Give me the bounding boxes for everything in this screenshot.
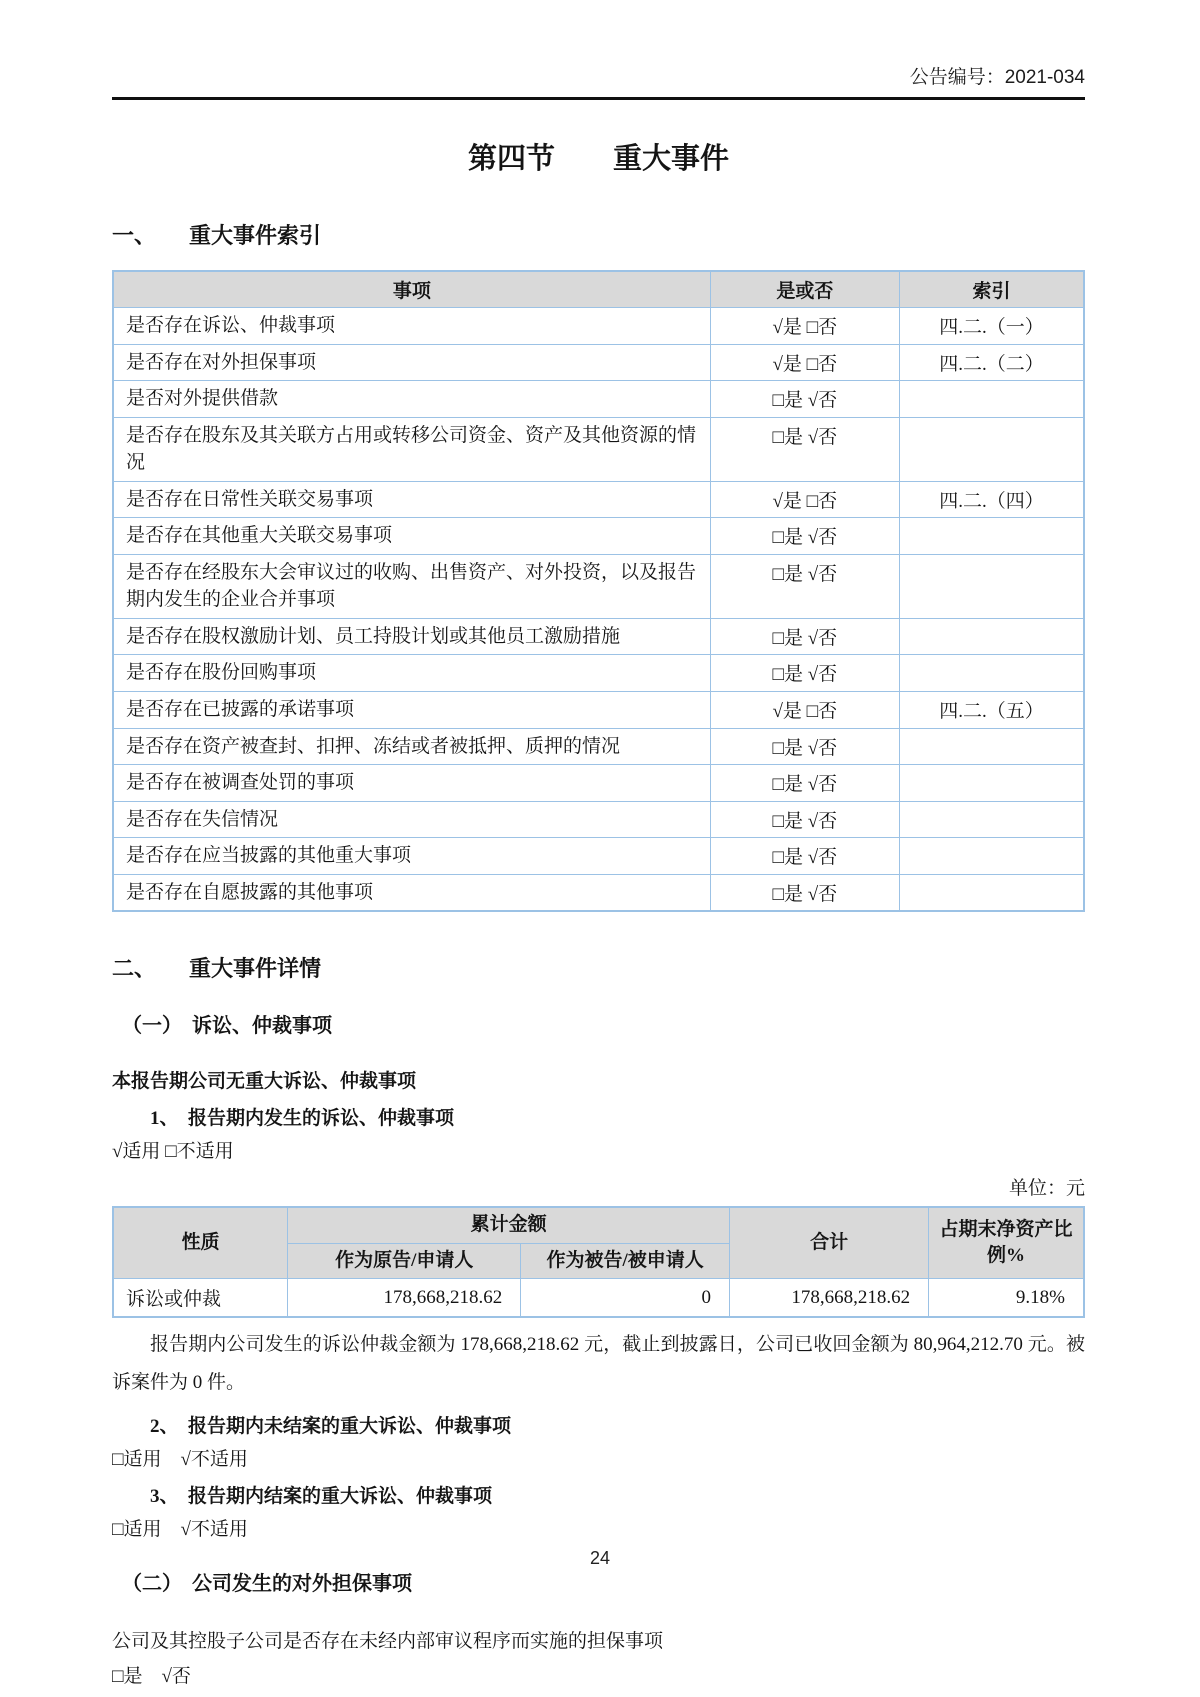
header-total: 合计 — [730, 1207, 929, 1279]
row-item: 是否存在对外担保事项 — [113, 344, 710, 381]
table-row — [113, 838, 1084, 875]
item1-applicable-line: √适用 □不适用 — [112, 1141, 234, 1163]
row-yes-no: □是 √否 — [710, 655, 899, 692]
row-item: 是否存在已披露的承诺事项 — [113, 692, 710, 729]
item2-heading: 2、 报告期内未结案的重大诉讼、仲裁事项 — [150, 1415, 512, 1437]
row-index-ref — [900, 655, 1085, 692]
table-row — [113, 618, 1084, 655]
row-yes-no: □是 √否 — [710, 518, 899, 555]
table-row — [113, 554, 1084, 618]
header-rule — [112, 97, 1085, 100]
row-yes-no: □是 √否 — [710, 874, 899, 911]
row-yes-no: √是 □否 — [710, 692, 899, 729]
row-yes-no: □是 √否 — [710, 801, 899, 838]
row-item: 是否存在自愿披露的其他事项 — [113, 874, 710, 911]
row-item: 是否存在诉讼、仲裁事项 — [113, 308, 710, 345]
table-row — [113, 481, 1084, 518]
column-header-index: 索引 — [900, 271, 1085, 308]
row-yes-no: √是 □否 — [710, 344, 899, 381]
row-yes-no: □是 √否 — [710, 618, 899, 655]
table-row — [113, 381, 1084, 418]
section-heading-index: 一、 重大事件索引 — [112, 223, 322, 248]
major-events-index-table — [112, 270, 1085, 912]
cell-defendant-amount: 0 — [521, 1279, 730, 1318]
column-header-item: 事项 — [113, 271, 710, 308]
row-item: 是否存在其他重大关联交易事项 — [113, 518, 710, 555]
table-row — [113, 344, 1084, 381]
litigation-summary-paragraph: 报告期内公司发生的诉讼仲裁金额为 178,668,218.62 元，截止到披露日，公司已收回金额为 80,964,212.70 元。被诉案件为 0 件。 — [112, 1334, 1085, 1393]
row-index-ref: 四.二.（五） — [900, 692, 1085, 729]
table-row — [113, 692, 1084, 729]
row-index-ref — [900, 381, 1085, 418]
row-item: 是否对外提供借款 — [113, 381, 710, 418]
row-item: 是否存在股东及其关联方占用或转移公司资金、资产及其他资源的情况 — [113, 417, 710, 481]
row-yes-no: □是 √否 — [710, 838, 899, 875]
row-yes-no: □是 √否 — [710, 765, 899, 802]
cell-nature: 诉讼或仲裁 — [113, 1279, 288, 1318]
litigation-amount-table — [112, 1206, 1085, 1318]
cell-ratio: 9.18% — [929, 1279, 1084, 1318]
row-item: 是否存在经股东大会审议过的收购、出售资产、对外投资，以及报告期内发生的企业合并事项 — [113, 554, 710, 618]
amount-table-data-row — [113, 1279, 1084, 1318]
unit-note: 单位：元 — [1008, 1178, 1085, 1200]
table-row — [113, 655, 1084, 692]
column-header-yes-no: 是或否 — [710, 271, 899, 308]
row-index-ref — [900, 838, 1085, 875]
table-row — [113, 417, 1084, 481]
row-item: 是否存在日常性关联交易事项 — [113, 481, 710, 518]
row-item: 是否存在失信情况 — [113, 801, 710, 838]
row-item: 是否存在股权激励计划、员工持股计划或其他员工激励措施 — [113, 618, 710, 655]
header-net-asset-ratio: 占期末净资产比例% — [929, 1207, 1084, 1279]
header-as-plaintiff: 作为原告/申请人 — [288, 1243, 521, 1279]
page-title: 第四节 重大事件 — [467, 143, 729, 175]
row-index-ref — [900, 728, 1085, 765]
page-number: 24 — [589, 1548, 611, 1568]
cell-plaintiff-amount: 178,668,218.62 — [288, 1279, 521, 1318]
row-index-ref — [900, 618, 1085, 655]
guarantee-answer-line: □是 √否 — [112, 1665, 191, 1687]
row-item: 是否存在股份回购事项 — [113, 655, 710, 692]
row-index-ref: 四.二.（二） — [900, 344, 1085, 381]
row-item: 是否存在被调查处罚的事项 — [113, 765, 710, 802]
row-yes-no: □是 √否 — [710, 417, 899, 481]
item3-applicable-line: □适用 √不适用 — [112, 1518, 248, 1540]
row-yes-no: √是 □否 — [710, 308, 899, 345]
row-index-ref — [900, 417, 1085, 481]
row-index-ref — [900, 874, 1085, 911]
guarantee-question: 公司及其控股子公司是否存在未经内部审议程序而实施的担保事项 — [112, 1630, 664, 1652]
announcement-number: 公告编号：2021-034 — [909, 67, 1085, 88]
row-yes-no: □是 √否 — [710, 381, 899, 418]
item3-heading: 3、 报告期内结案的重大诉讼、仲裁事项 — [150, 1485, 493, 1507]
amount-table-header-row-1 — [113, 1207, 1084, 1243]
item2-applicable-line: □适用 √不适用 — [112, 1448, 248, 1470]
header-cumulative-amount: 累计金额 — [288, 1207, 730, 1243]
header-nature: 性质 — [113, 1207, 288, 1279]
table-row — [113, 874, 1084, 911]
no-major-litigation-note: 本报告期公司无重大诉讼、仲裁事项 — [112, 1071, 417, 1093]
row-index-ref — [900, 518, 1085, 555]
row-index-ref: 四.二.（四） — [900, 481, 1085, 518]
row-yes-no: □是 √否 — [710, 728, 899, 765]
item1-heading: 1、 报告期内发生的诉讼、仲裁事项 — [150, 1108, 455, 1130]
cell-total-amount: 178,668,218.62 — [730, 1279, 929, 1318]
row-yes-no: □是 √否 — [710, 554, 899, 618]
table-row — [113, 518, 1084, 555]
section-heading-details: 二、 重大事件详情 — [112, 956, 322, 982]
row-yes-no: √是 □否 — [710, 481, 899, 518]
table-row — [113, 801, 1084, 838]
row-item: 是否存在资产被查封、扣押、冻结或者被抵押、质押的情况 — [113, 728, 710, 765]
table-row — [113, 728, 1084, 765]
index-table-header-row — [113, 271, 1084, 308]
subsection-heading-guarantee: （二） 公司发生的对外担保事项 — [122, 1572, 412, 1595]
row-index-ref: 四.二.（一） — [900, 308, 1085, 345]
row-index-ref — [900, 765, 1085, 802]
header-as-defendant: 作为被告/被申请人 — [521, 1243, 730, 1279]
table-row — [113, 308, 1084, 345]
row-index-ref — [900, 554, 1085, 618]
table-row — [113, 765, 1084, 802]
row-item: 是否存在应当披露的其他重大事项 — [113, 838, 710, 875]
row-index-ref — [900, 801, 1085, 838]
subsection-heading-litigation: （一） 诉讼、仲裁事项 — [122, 1015, 332, 1038]
